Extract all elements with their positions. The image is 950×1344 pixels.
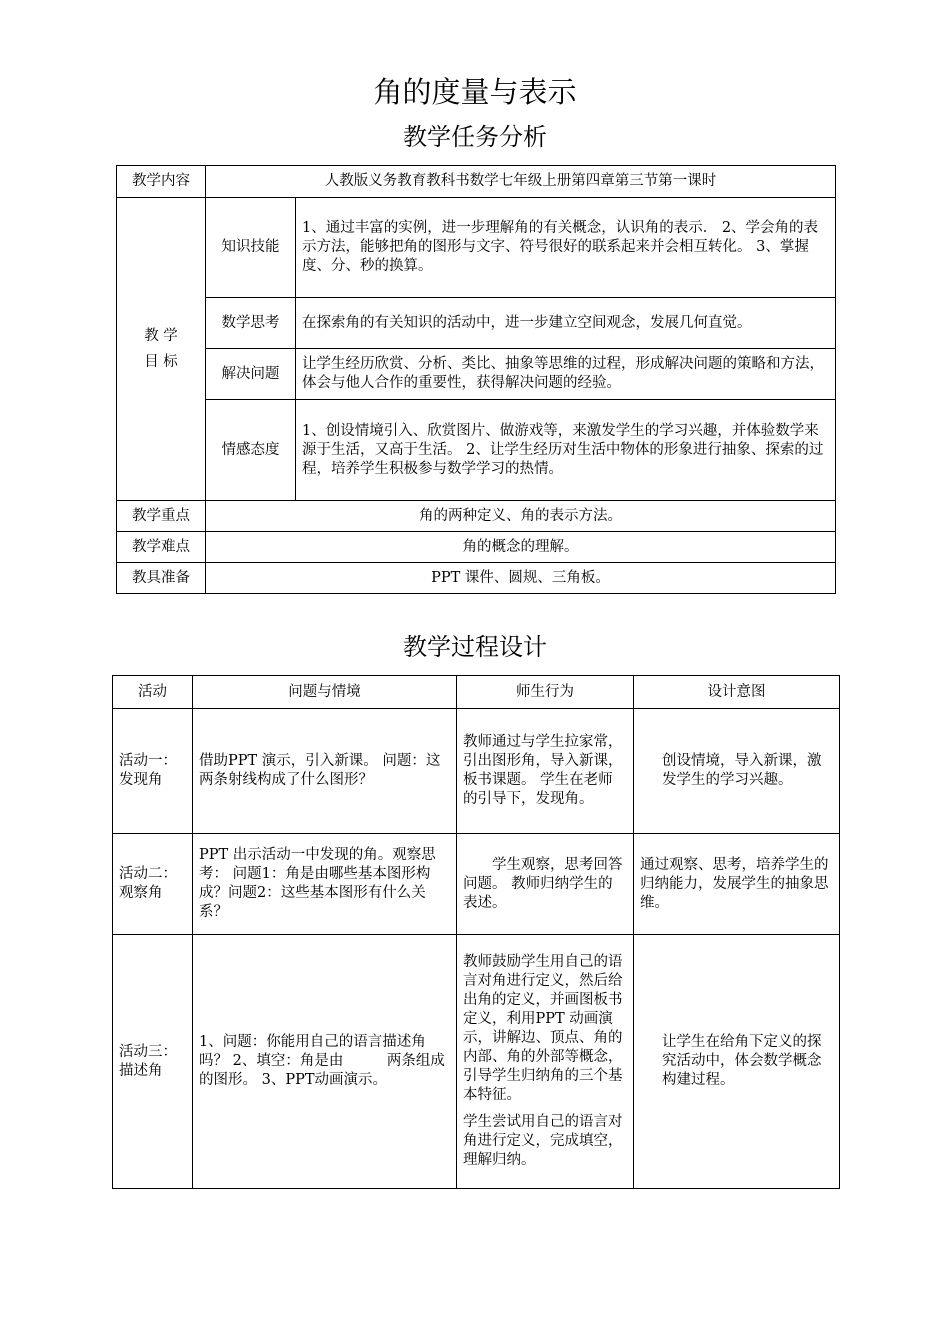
tools-label: 教具准备 — [117, 563, 206, 594]
problem-2: PPT 出示活动一中发现的角。观察思考： 问题1：角是由哪些基本图形构成？问题2：这些基本图形有什么关系？ — [193, 834, 457, 935]
header-behavior: 师生行为 — [457, 676, 634, 709]
behavior-3 — [457, 935, 634, 1189]
intent-3: 让学生在给角下定义的探究活动中，体会数学概念构建过程。 — [634, 935, 840, 1189]
table-row — [113, 935, 840, 1189]
goal-text-thinking: 在探索角的有关知识的活动中，进一步建立空间观念，发展几何直觉。 — [296, 298, 836, 349]
activity-2: 活动二：观察角 — [113, 834, 193, 935]
task-analysis-table — [116, 165, 836, 594]
activity-1: 活动一：发现角 — [113, 709, 193, 834]
header-problem: 问题与情境 — [193, 676, 457, 709]
goal-label-line-1: 教 学 — [144, 328, 178, 344]
section-title-process-design: 教学过程设计 — [403, 633, 547, 661]
tools-value: PPT 课件、圆规、三角板。 — [206, 563, 836, 594]
content-value: 人教版义务教育教科书数学七年级上册第四章第三节第一课时 — [206, 166, 836, 198]
behavior-3-teacher: 教师鼓励学生用自己的语言对角进行定义，然后给出角的定义，并画图板书定义，利用PPT 动画演示，讲解边、顶点、角的内部、角的外部等概念，引导学生归纳角的三个基本特征。 — [463, 954, 623, 1103]
behavior-3-student: 学生尝试用自己的语言对角进行定义，完成填空，理解归纳。 — [463, 1114, 623, 1168]
difficult-value: 角的概念的理解。 — [206, 532, 836, 563]
behavior-1: 教师通过与学生拉家常，引出图形角，导入新课，板书课题。 学生在老师的引导下，发现角。 — [457, 709, 634, 834]
goal-text-attitude: 1、创设情境引入、欣赏图片、做游戏等，来激发学生的学习兴趣，并体验数学来源于生活，又高于生活。 2、让学生经历对生活中物体的形象进行抽象、探索的过程，培养学生积极参与数学学习的热情。 — [296, 400, 836, 501]
goal-label — [117, 198, 206, 501]
activity-3: 活动三：描述角 — [113, 935, 193, 1189]
process-design-table — [112, 675, 840, 1189]
goal-text-knowledge: 1、通过丰富的实例，进一步理解角的有关概念，认识角的表示． 2、学会角的表示方法，能够把角的图形与文字、符号很好的联系起来并会相互转化。 3、掌握度、分、秒的换算。 — [296, 198, 836, 298]
table-row — [117, 532, 836, 563]
goal-label-thinking: 数学思考 — [206, 298, 296, 349]
header-activity: 活动 — [113, 676, 193, 709]
table-row — [117, 563, 836, 594]
goal-text-problem: 让学生经历欣赏、分析、类比、抽象等思维的过程，形成解决问题的策略和方法，体会与他人合作的重要性，获得解决问题的经验。 — [296, 349, 836, 400]
table-row — [117, 166, 836, 198]
section-title-task-analysis: 教学任务分析 — [403, 123, 547, 151]
intent-2: 通过观察、思考，培养学生的归纳能力，发展学生的抽象思维。 — [634, 834, 840, 935]
problem-1: 借助PPT 演示，引入新课。 问题：这两条射线构成了什么图形？ — [193, 709, 457, 834]
goal-label-line-2: 目 标 — [144, 354, 178, 370]
table-row — [113, 709, 840, 834]
behavior-2: 学生观察，思考回答问题。 教师归纳学生的表述。 — [457, 834, 634, 935]
table-row — [113, 834, 840, 935]
table-row — [117, 349, 836, 400]
table-row — [117, 501, 836, 532]
table-row — [117, 400, 836, 501]
table-row — [117, 298, 836, 349]
page-title: 角的度量与表示 — [373, 75, 577, 109]
goal-label-problem: 解决问题 — [206, 349, 296, 400]
goal-label-attitude: 情感态度 — [206, 400, 296, 501]
key-label: 教学重点 — [117, 501, 206, 532]
key-value: 角的两种定义、角的表示方法。 — [206, 501, 836, 532]
content-label: 教学内容 — [117, 166, 206, 198]
header-intent: 设计意图 — [634, 676, 840, 709]
difficult-label: 教学难点 — [117, 532, 206, 563]
goal-label-knowledge: 知识技能 — [206, 198, 296, 298]
problem-3: 1、问题：你能用自己的语言描述角吗？ 2、填空：角是由 两条组成的图形。 3、PPT动画演示。 — [193, 935, 457, 1189]
table-row — [117, 198, 836, 298]
intent-1: 创设情境，导入新课，激发学生的学习兴趣。 — [634, 709, 840, 834]
table-header-row — [113, 676, 840, 709]
